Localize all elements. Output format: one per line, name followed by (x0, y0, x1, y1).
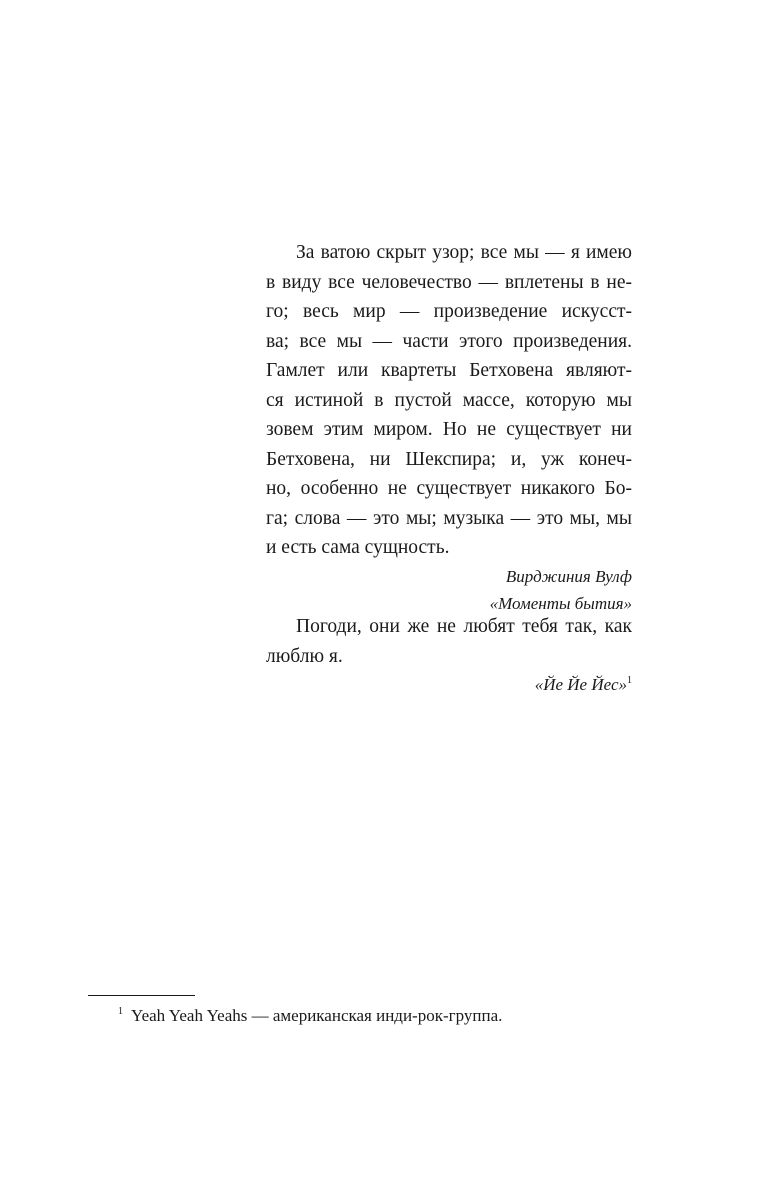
epigraph-yeah-yeah-yeahs (266, 612, 632, 698)
epigraph-line: и есть сама сущность. (266, 537, 450, 558)
epigraph-author: Вирджиния Вулф (505, 566, 632, 586)
epigraph-line: в виду все человечество — вплетены в не- (266, 271, 632, 293)
epigraph-woolf (266, 238, 632, 617)
epigraph-line: Бетховена, ни Шекспира; и, уж конеч- (266, 448, 632, 470)
epigraph-source (266, 671, 632, 698)
footnote-text: Yeah Yeah Yeahs — американская инди-рок-группа. (131, 1006, 503, 1025)
footnote-divider (88, 995, 195, 996)
epigraph-source: «Моменты бытия» (489, 593, 632, 613)
footnote (118, 1003, 502, 1029)
epigraph-line: го; весь мир — произведение искусст- (266, 301, 632, 322)
epigraph-line: зовем этим миром. Но не существует ни (266, 419, 632, 440)
epigraph-line: га; слова — это мы; музыка — это мы, мы (266, 507, 632, 529)
footnote-reference[interactable]: 1 (627, 675, 632, 686)
epigraph-source-text: «Йе Йе Йес» (534, 675, 627, 694)
epigraph-line: но, особенно не существует никакого Бо- (266, 478, 632, 499)
epigraph-line: люблю я. (266, 645, 343, 667)
epigraph-line: Погоди, они же не любят тебя так, как (296, 616, 632, 637)
footnote-marker: 1 (118, 1006, 123, 1017)
epigraph-line: ся истиной в пустой массе, которую мы (266, 389, 632, 411)
epigraph-line: ва; все мы — части этого произведения. (266, 330, 632, 352)
epigraph-line: Гамлет или квартеты Бетховена являют- (266, 360, 632, 381)
epigraph-line: За ватою скрыт узор; все мы — я имею (296, 242, 632, 263)
